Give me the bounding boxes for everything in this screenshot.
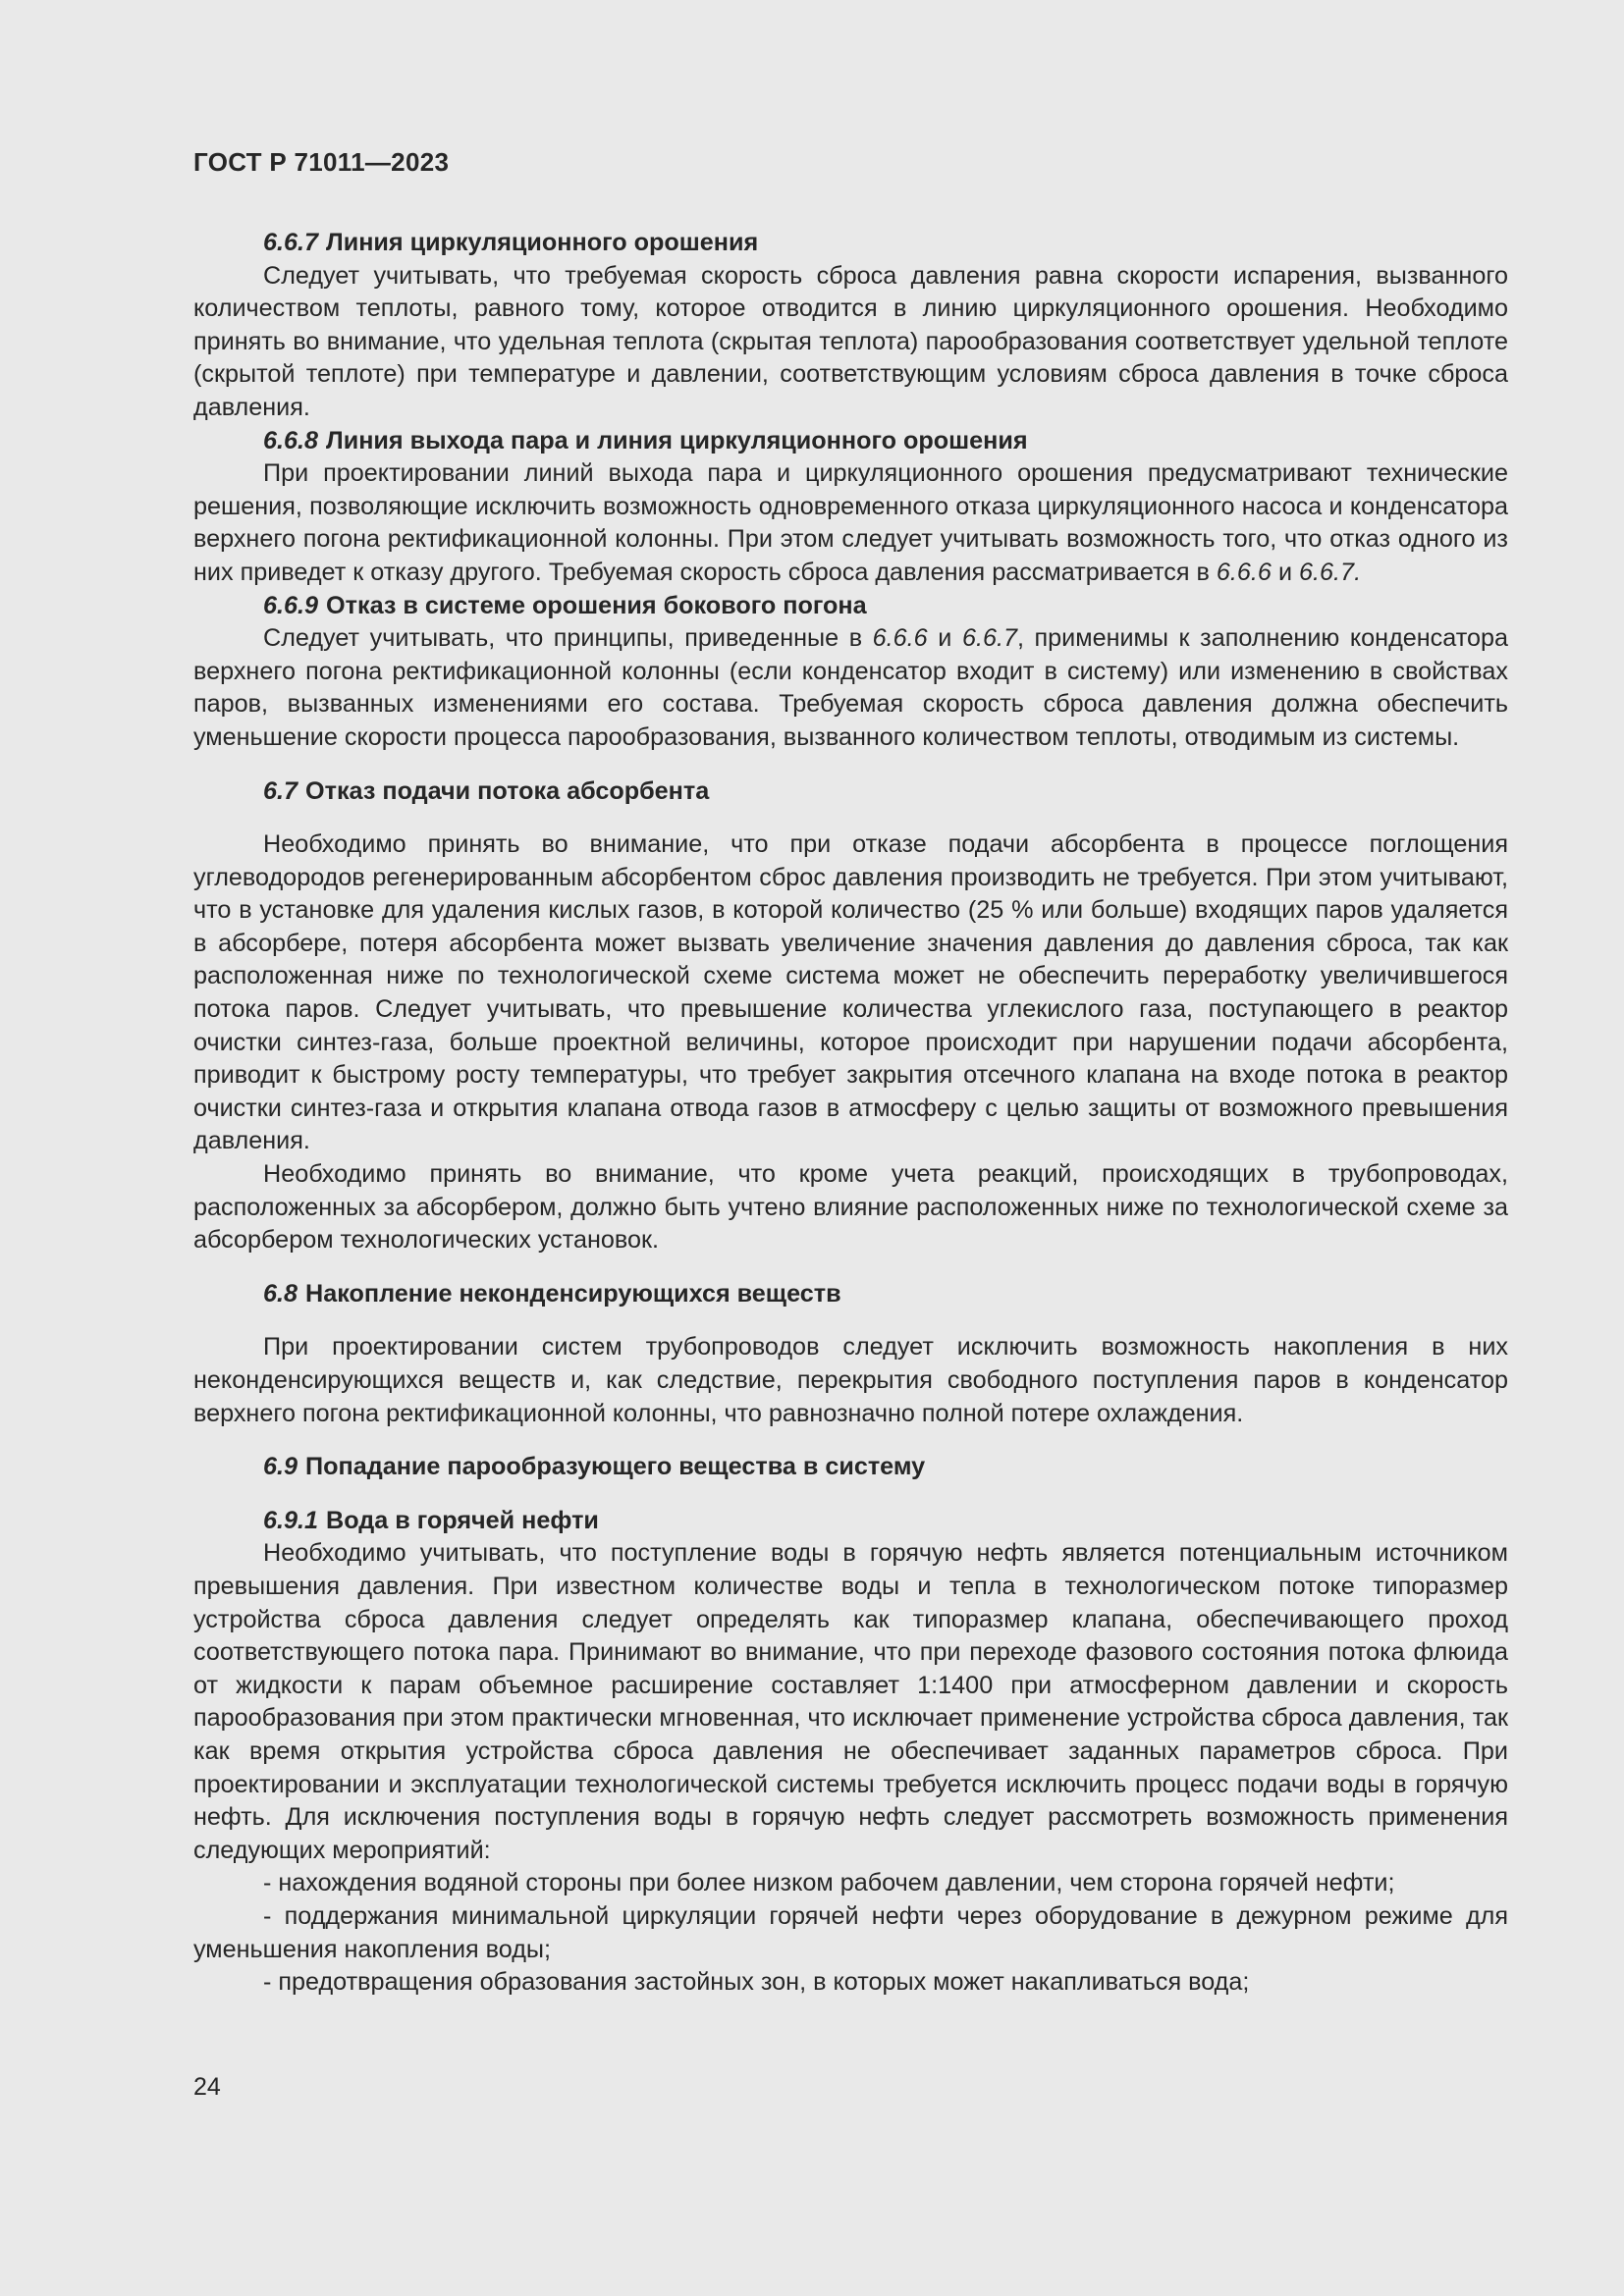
- section-number: 6.6.7: [263, 229, 319, 256]
- section-title: Отказ в системе орошения бокового погона: [326, 591, 867, 619]
- section-number: 6.9: [263, 1453, 298, 1481]
- section-6-9-title: [193, 1451, 1508, 1484]
- section-6-7-title: [193, 775, 1508, 809]
- paragraph: [193, 457, 1508, 589]
- cross-reference: 6.6.6: [872, 624, 928, 653]
- list-item: - нахождения водяной стороны при более низком рабочем давлении, чем сторона горячей нефти;: [263, 1869, 1395, 1897]
- cross-reference: 6.6.6: [1216, 558, 1272, 586]
- document-body: [193, 227, 1508, 2000]
- section-title: Попадание парообразующего вещества в систему: [305, 1453, 926, 1481]
- section-6-6-7-title: [193, 227, 1508, 260]
- paragraph: Следует учитывать, что требуемая скорость сброса давления равна скорости испарения, вызванного количеством теплоты, равного тому, которое отводится в линию циркуляционного орошения. Необходимо принять во внимание, что удельная теплота (скрытая теплота) парообразования соответствует удельной теплоте (скрытой теплоте) при температуре и давлении, соответствующим условиям сброса давления в точке сброса давления.: [193, 261, 1508, 421]
- list-item: - поддержания минимальной циркуляции горячей нефти через оборудование в дежурном режиме для уменьшения накопления воды;: [193, 1901, 1508, 1963]
- section-6-8-title: [193, 1278, 1508, 1311]
- section-title: Вода в горячей нефти: [326, 1506, 599, 1534]
- paragraph-text: Следует учитывать, что принципы, приведенные в: [263, 624, 863, 653]
- punctuation: .: [1354, 558, 1362, 586]
- paragraph-text: При проектировании линий выхода пара и циркуляционного орошения предусматривают технические решения, позволяющие исключить возможность одновременного отказа циркуляционного насоса и конденсатора верхнего погона ректификационной колонны. При этом следует учитывать возможность того, что отказ одного из них приведет к отказу другого. Требуемая скорость сброса давления рассматривается в: [193, 459, 1508, 586]
- conjunction: и: [1277, 558, 1293, 586]
- paragraph: Необходимо учитывать, что поступление воды в горячую нефть является потенциальным источником превышения давления. При известном количестве воды и тепла в технологическом потоке типоразмер устройства сброса давления следует определять как типоразмер клапана, обеспечивающего проход соответствующего потока пара. Принимают во внимание, что при переходе фазового состояния потока флюида от жидкости к парам объемное расширение составляет 1:1400 при атмосферном давлении и скорость парообразования при этом практически мгновенная, что исключает применение устройства сброса давления, так как время открытия устройства сброса давления не обеспечивает заданных параметров сброса. При проектировании и эксплуатации технологической системы требуется исключить процесс подачи воды в горячую нефть. Для исключения поступления воды в горячую нефть следует рассмотреть возможность применения следующих мероприятий:: [193, 1539, 1508, 1864]
- cross-reference: 6.6.7: [1299, 558, 1355, 586]
- section-6-9-1-title: [193, 1505, 1508, 1538]
- paragraph: [193, 622, 1508, 754]
- section-title: Линия циркуляционного орошения: [326, 229, 759, 256]
- section-6-6-9-title: [193, 590, 1508, 623]
- page-number: 24: [193, 2073, 221, 2101]
- section-number: 6.6.8: [263, 426, 319, 454]
- section-title: Накопление неконденсирующихся веществ: [305, 1279, 841, 1308]
- section-number: 6.8: [263, 1279, 298, 1308]
- conjunction: и: [938, 624, 952, 653]
- section-title: Отказ подачи потока абсорбента: [305, 776, 710, 805]
- document-header: ГОСТ Р 71011—2023: [193, 147, 450, 177]
- cross-reference: 6.6.7: [961, 624, 1017, 653]
- paragraph-text: , применимы к заполнению конденсатора верхнего погона ректификационной колонны (если конденсатор входит в систему) или изменению в свойствах паров, вызванных изменениями его состава. Требуемая скорость сброса давления должна обеспечить уменьшение скорости процесса парообразования, вызванного количеством теплоты, отводимым из системы.: [193, 624, 1509, 751]
- paragraph: Необходимо принять во внимание, что при отказе подачи абсорбента в процессе поглощения углеводородов регенерированным абсорбентом сброс давления производить не требуется. При этом учитывают, что в установке для удаления кислых газов, в которой количество (25 % или больше) входящих паров удаляется в абсорбере, потеря абсорбента может вызвать увеличение значения давления до давления сброса, так как расположенная ниже по технологической схеме система может не обеспечить переработку увеличившегося потока паров. Следует учитывать, что превышение количества углекислого газа, поступающего в реактор очистки синтез-газа, больше проектной величины, которое происходит при нарушении подачи абсорбента, приводит к быстрому росту температуры, что требует закрытия отсечного клапана на входе потока в реактор очистки синтез-газа и открытия клапана отвода газов в атмосферу с целью защиты от возможного превышения давления.: [193, 830, 1508, 1155]
- paragraph: Необходимо принять во внимание, что кроме учета реакций, происходящих в трубопроводах, расположенных за абсорбером, должно быть учтено влияние расположенных ниже по технологической схеме за абсорбером технологических установок.: [193, 1160, 1508, 1255]
- section-number: 6.7: [263, 776, 298, 805]
- list-item: - предотвращения образования застойных зон, в которых может накапливаться вода;: [263, 1968, 1250, 1997]
- section-6-6-8-title: [193, 425, 1508, 458]
- section-title: Линия выхода пара и линия циркуляционного орошения: [326, 426, 1028, 454]
- section-number: 6.9.1: [263, 1506, 319, 1534]
- paragraph: При проектировании систем трубопроводов следует исключить возможность накопления в них неконденсирующихся веществ и, как следствие, перекрытия свободного поступления паров в конденсатор верхнего погона ректификационной колонны, что равнозначно полной потере охлаждения.: [193, 1333, 1508, 1427]
- section-number: 6.6.9: [263, 591, 319, 619]
